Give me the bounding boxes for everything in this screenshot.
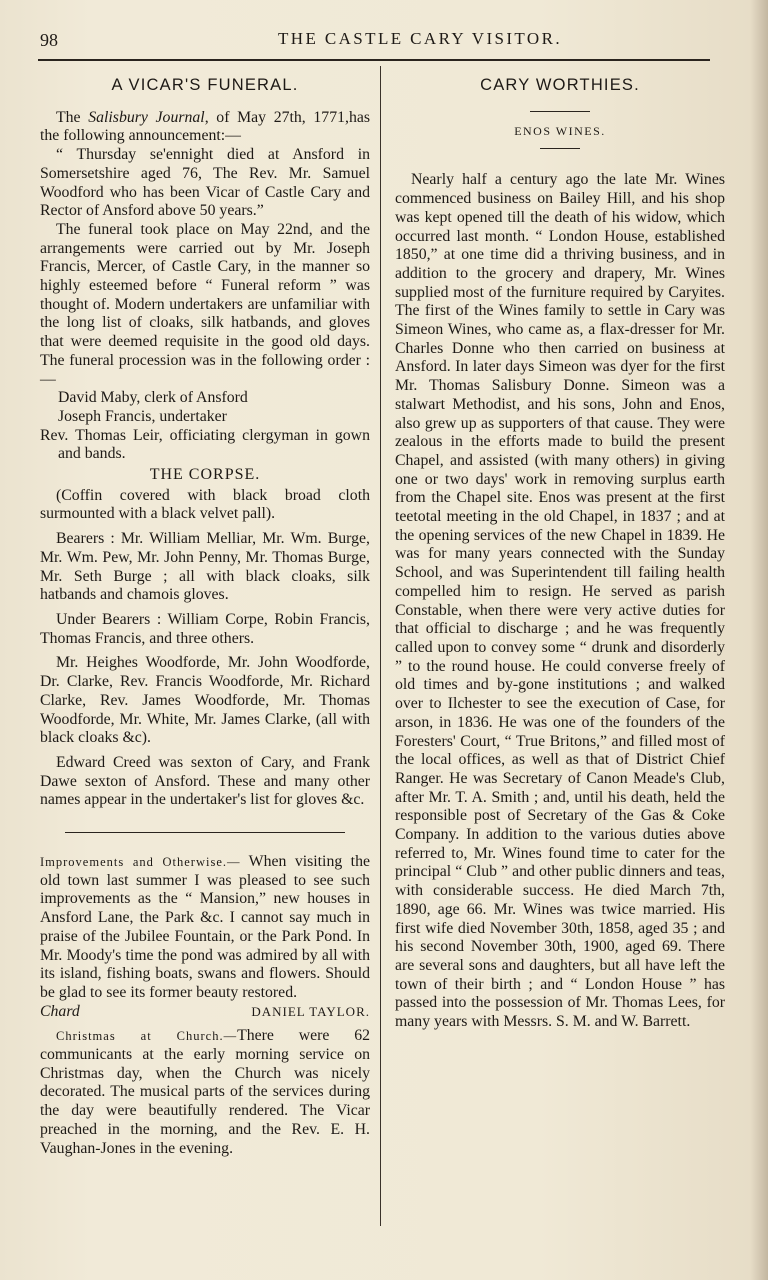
under-bearers-paragraph: Under Bearers : William Corpe, Robin Francis, Thomas Francis, and three others. (40, 610, 370, 647)
letter-signature (40, 1003, 370, 1022)
article-title-vicars-funeral: A VICAR'S FUNERAL. (111, 76, 299, 94)
christmas-paragraph (40, 1027, 370, 1158)
procession-item: Rev. Thomas Leir, officiating clergyman in gown and bands. (40, 426, 370, 463)
coffin-description: (Coffin covered with black broad cloth surmounted with a black velvet pall). (40, 486, 370, 523)
article-title-cary-worthies: CARY WORTHIES. (480, 76, 640, 94)
article-subtitle-enos-wines: ENOS WINES. (514, 123, 606, 138)
the-corpse-heading: THE CORPSE. (149, 466, 261, 484)
page-number: 98 (40, 30, 58, 50)
column-divider (380, 66, 381, 1226)
improvements-text: When visiting the old town last summer I was pleased to see such improvements as the “ Mansion,” new houses in Ansford Lane, the Park &c. I cannot say much in praise of the Jubilee Fountain, or the Park Pond. In Mr. Moody's time the pond was admired by all with its island, fishing boats, swans and flowers. Should be glad to see its former beauty restored. (40, 853, 370, 1001)
improvements-paragraph (40, 853, 370, 1003)
intro-date: , of May 27th, 1771,has the following announcement:— (40, 108, 370, 145)
signature-author: DANIEL TAYLOR. (251, 1003, 370, 1019)
procession-item: David Maby, clerk of Ansford (58, 389, 248, 407)
procession-item: Joseph Francis, undertaker (58, 407, 227, 425)
right-column (395, 76, 725, 1032)
left-column (40, 76, 370, 1158)
enos-wines-body: Nearly half a century ago the late Mr. Wines commenced business on Bailey Hill, and his shop was kept opened till the death of his widow, which occurred last month. “ London House, established 1850,” at one time did a thriving business, and in addition to the grocery and drapery, Mr. Wines supplied most of the furniture required by Caryites. The first of the Wines family to settle in Cary was Simeon Wines, who came as, a flax-dresser for Mr. Charles Donne who then carried on business at Ansford. In later days Simeon was dyer for the first Mr. Thomas Salisbury Donne. Simeon was a stalwart Methodist, and his sons, John and Enos, also grew up as supporters of that cause. They were zealous in the efforts made to build the present Chapel, and assisted (with many others) in giving one or two days' work in removing surplus earth from the Chapel site. Enos was present at the first teetotal meeting in the old Chapel, in 1837 ; and at the opening services of the new Chapel in 1839. He was for many years connected with the Sunday School, and was Superintendent till failing health compelled him to resign. He served as parish Constable, when there were very active duties for that official to discharge ; and he was frequently called upon to convey some “ drunk and disorderly ” to the round house. He could converse freely of old times and by-gone institutions ; and walked over to Ilchester to see the execution of Case, for arson, in 1836. He was one of the founders of the Foresters' Court, “ True Britons,” and filled most of the local offices, as well as that of District Chief Ranger. He was Secretary of Canon Meade's Club, after Mr. T. A. Smith ; and, until his death, held the responsible post of Secretary of the Gas & Coke Company. In addition to the various duties above referred to, Mr. Wines found time to cater for the principal “ Club ” and other public dinners and teas, with considerable success. He died March 7th, 1890, age 66. Mr. Wines was twice married. His first wife died November 30th, 1858, aged 35 ; and his second November 30th, 1900, aged 69. There are several sons and daughters, but all have left the town of their birth ; and “ London House ” has passed into the possession of Mr. Thomas Lees, for many years with Messrs. S. M. and W. Barrett. (395, 171, 725, 1031)
subtitle-rule (540, 148, 580, 149)
bearers-paragraph: Bearers : Mr. William Melliar, Mr. Wm. Burge, Mr. Wm. Pew, Mr. John Penny, Mr. Thomas Burge, Mr. Seth Burge ; all with black cloaks, silk hatbands and chamois gloves. (40, 530, 370, 604)
mourners-paragraph: Mr. Heighes Woodforde, Mr. John Woodforde, Dr. Clarke, Rev. Francis Woodforde, Mr. Richard Clarke, Rev. James Woodforde, Mr. Thomas Woodforde, Mr. White, Mr. James Clarke, (all with black cloaks &c). (40, 654, 370, 747)
title-ornament-rule (530, 111, 590, 112)
intro-paragraph (40, 109, 370, 146)
intro-text: The (56, 108, 89, 126)
announcement-quote: “ Thursday se'ennight died at Ansford in Somersetshire aged 76, The Rev. Mr. Samuel Woodford who has been Vicar of Castle Cary and Rector of Ansford above 50 years.” (40, 146, 370, 220)
journal-name: Salisbury Journal (88, 108, 205, 126)
sexton-paragraph: Edward Creed was sexton of Cary, and Frank Dawe sexton of Ansford. These and many other names appear in the undertaker's list for gloves &c. (40, 753, 370, 809)
header-rule (38, 59, 710, 61)
section-separator (65, 832, 345, 833)
christmas-heading: Christmas at Church.— (56, 1029, 238, 1044)
running-head: THE CASTLE CARY VISITOR. (278, 29, 562, 48)
page-edge-shadow (750, 0, 768, 1280)
improvements-heading: Improvements and Otherwise.— (40, 855, 241, 870)
funeral-paragraph: The funeral took place on May 22nd, and the arrangements were carried out by Mr. Joseph Francis, Mercer, of Castle Cary, in the manner so highly esteemed before “ Funeral reform ” was thought of. Modern undertakers are unfamiliar with the long list of cloaks, silk hatbands, and gloves that were deemed requisite in the good old days. The funeral procession was in the following order :— (40, 220, 370, 388)
signature-place: Chard (40, 1002, 80, 1020)
christmas-text: There were 62 communicants at the early morning service on Christmas day, when the Church was nicely decorated. The musical parts of the services during the day were beautifully rendered. The Vicar preached in the morning, and the Rev. E. H. Vaughan-Jones in the evening. (40, 1027, 371, 1157)
